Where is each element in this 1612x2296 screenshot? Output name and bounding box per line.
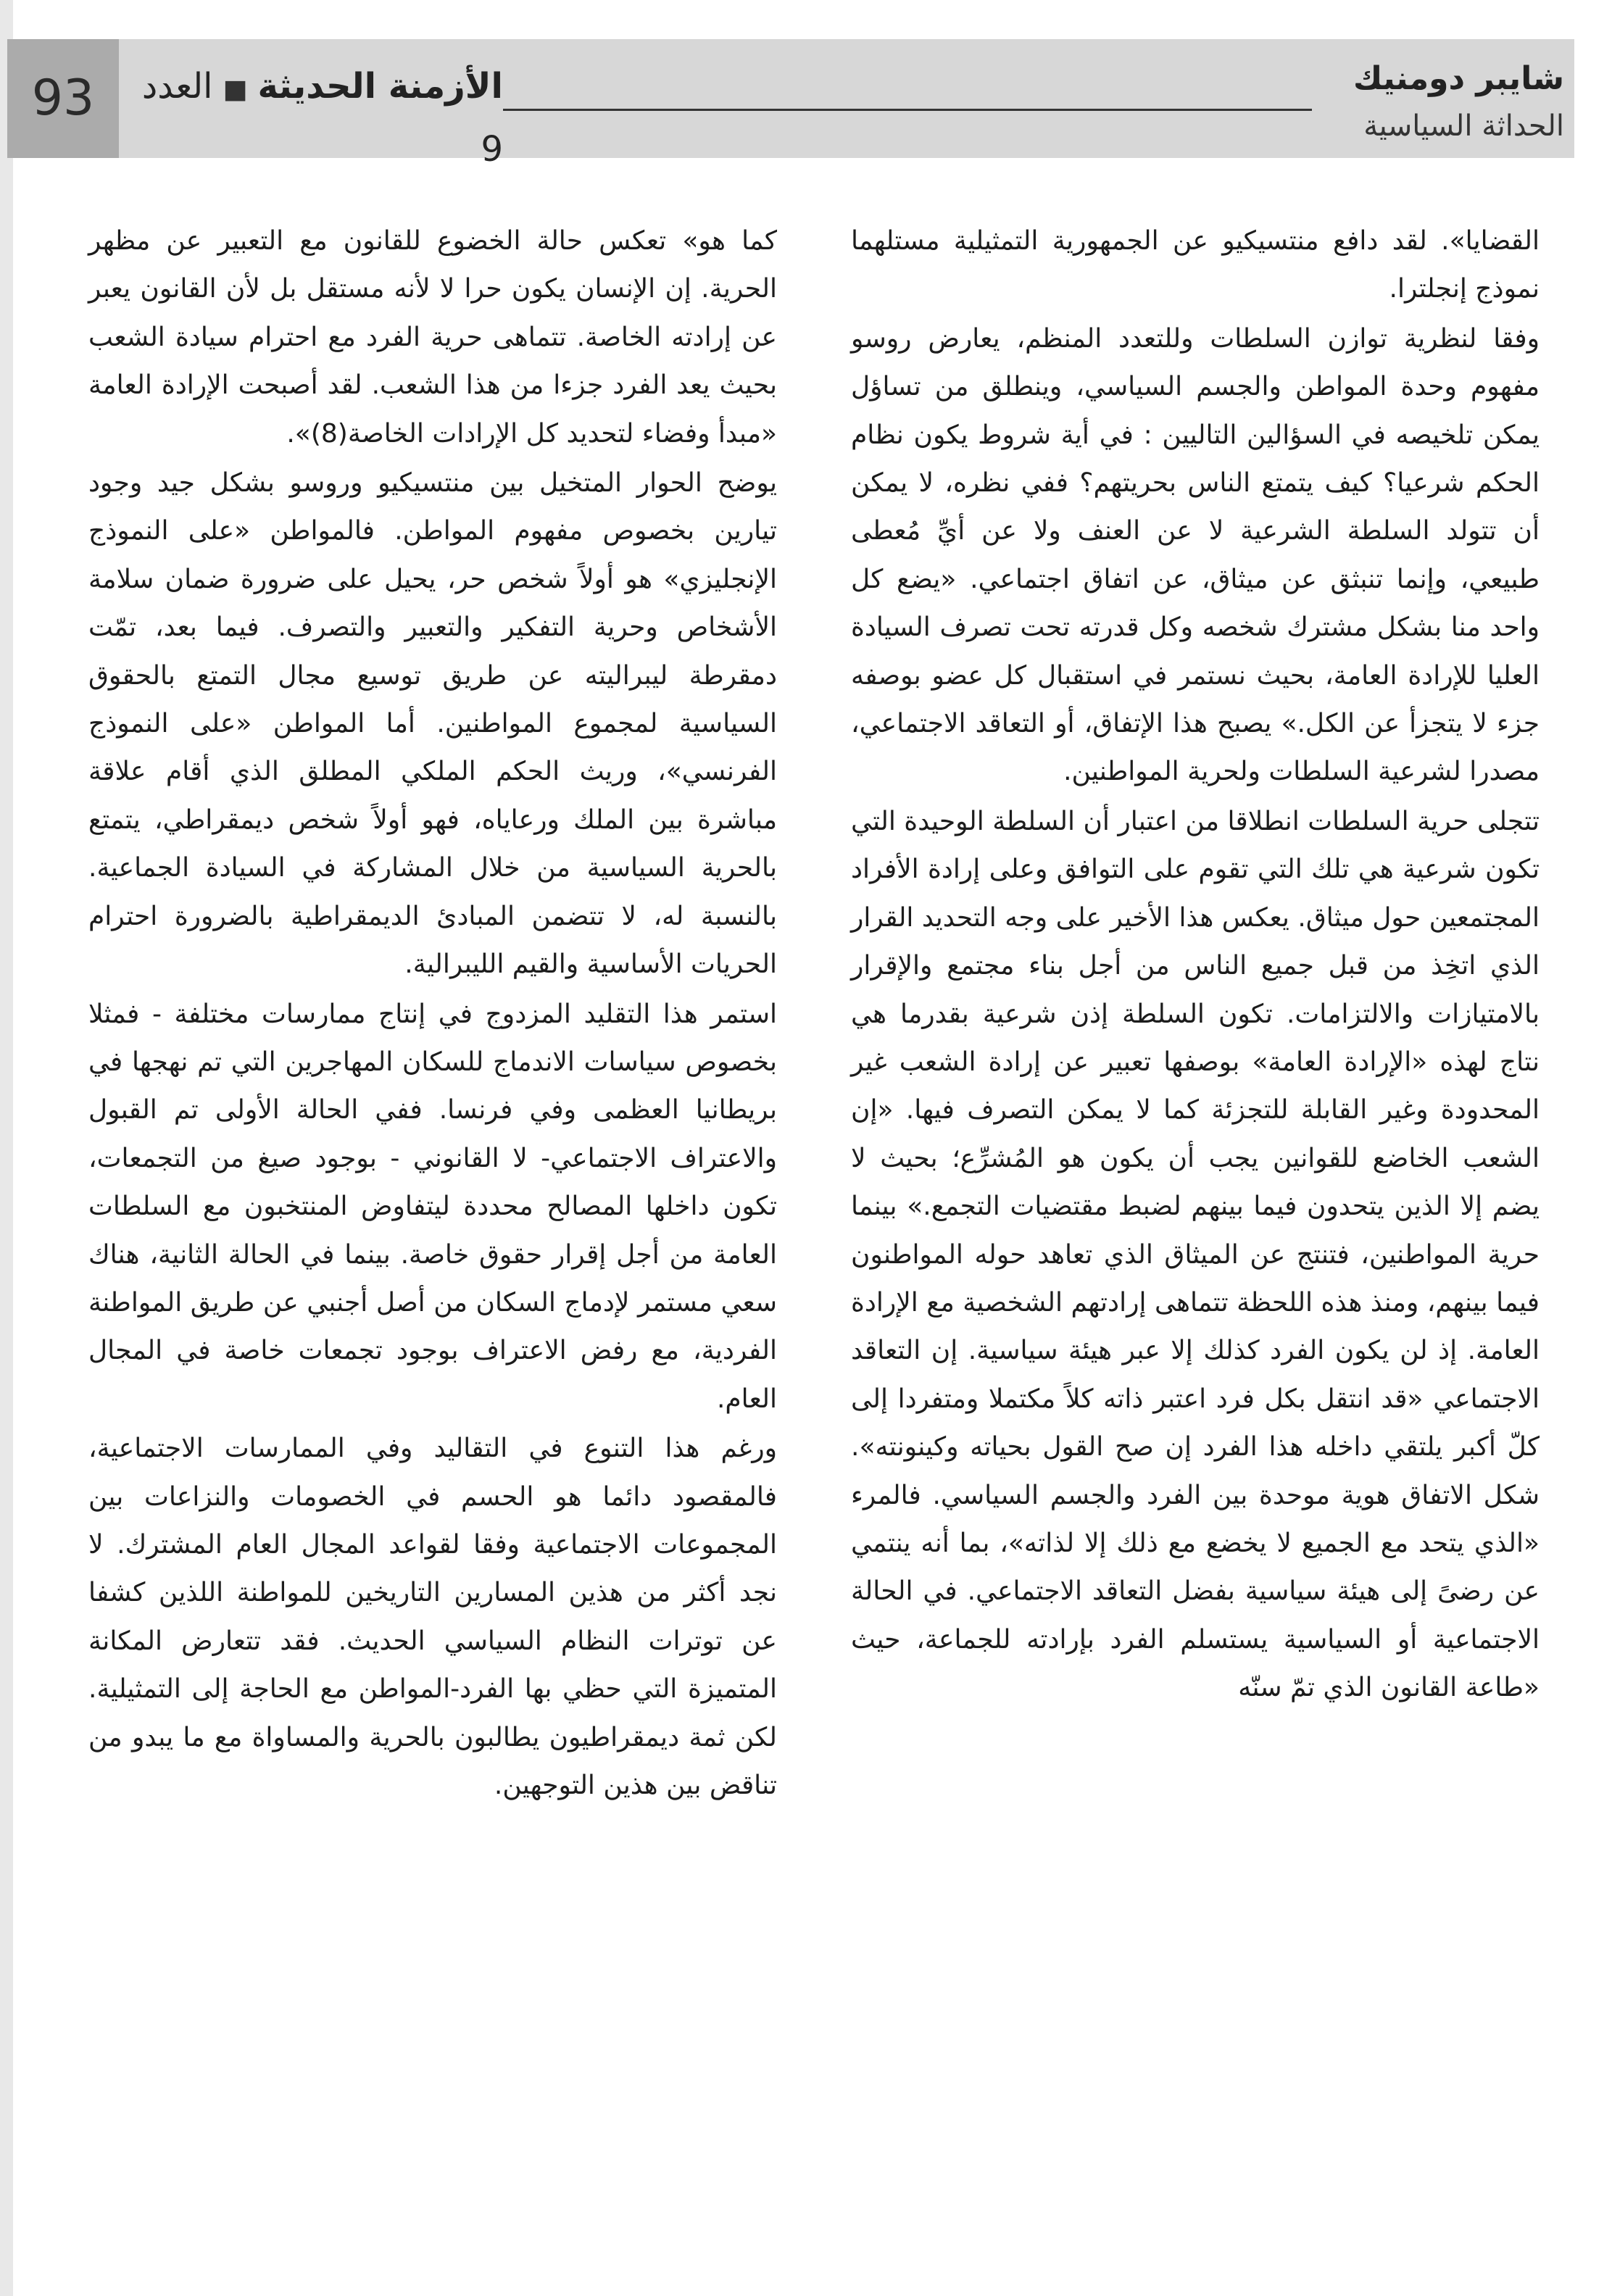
paragraph: كما هو» تعكس حالة الخضوع للقانون مع التعبير عن مظهر الحرية. إن الإنسان يكون حرا لا لأنه مستقل بل لأن القانون يعبر عن إرادته الخاصة. تتماهى حرية الفرد مع احترام سيادة الشعب بحيث يعد الفرد جزءا من هذا الشعب. لقد أصبحت الإرادة العامة «مبدأ وفضاء لتحديد كل الإرادات الخاصة(8)».	[88, 226, 777, 449]
paragraph: وفقا لنظرية توازن السلطات وللتعدد المنظم، يعارض روسو مفهوم وحدة المواطن والجسم السياسي، وينطلق من تساؤل يمكن تلخيصه في السؤالين التاليين : في أية شروط يكون نظام الحكم شرعيا؟ كيف يتمتع الناس بحريتهم؟ ففي نظره، لا يمكن أن تتولد السلطة الشرعية لا عن العنف ولا عن أيِّ مُعطى طبيعي، وإنما تنبثق عن ميثاق، عن اتفاق اجتماعي. «يضع كل واحد منا بشكل مشترك شخصه وكل قدرته تحت تصرف السيادة العليا للإرادة العامة، بحيث نستمر في استقبال كل عضو بوصفه جزء لا يتجزأ عن الكل.» يصبح هذا الإتفاق، أو التعاقد الاجتماعي، مصدرا لشرعية السلطات ولحرية المواطنين.	[851, 323, 1540, 787]
paragraph: ورغم هذا التنوع في التقاليد وفي الممارسات الاجتماعية، فالمقصود دائما هو الحسم في الخصومات والنزاعات بين المجموعات الاجتماعية وفقا لقواعد المجال العام المشترك. لا نجد أكثر من هذين المسارين التاريخين للمواطنة اللذين كشفا عن توترات النظام السياسي الحديث. فقد تتعارض المكانة المتميزة التي حظي بها الفرد-المواطن مع الحاجة إلى التمثيلية. لكن ثمة ديمقراطيون يطالبون بالحرية والمساواة مع ما يبدو من تناقض بين هذين التوجهين.	[88, 1434, 777, 1800]
paragraph: يوضح الحوار المتخيل بين منتسيكيو وروسو بشكل جيد وجود تيارين بخصوص مفهوم المواطن. فالمواطن «على النموذج الإنجليزي» هو أولاً شخص حر، يحيل على ضرورة ضمان سلامة الأشخاص وحرية التفكير والتعبير والتصرف. فيما بعد، تمّت دمقرطة ليبراليته عن طريق توسيع مجال التمتع بالحقوق السياسية لمجموع المواطنين. أما المواطن «على النموذج الفرنسي»، وريث الحكم الملكي المطلق الذي أقام علاقة مباشرة بين الملك ورعاياه، فهو أولاً شخص ديمقراطي، يتمتع بالحرية السياسية من خلال المشاركة في السيادة الجماعية. بالنسبة له، لا تتضمن المبادئ الديمقراطية بالضرورة احترام الحريات الأساسية والقيم الليبرالية.	[88, 468, 777, 980]
journal-info	[126, 57, 503, 170]
issue-label: العدد 9	[141, 66, 503, 170]
paragraph: القضايا». لقد دافع منتسيكيو عن الجمهورية التمثيلية مستلهما نموذج إنجلترا.	[851, 226, 1540, 304]
journal-title: الأزمنة الحديثة	[257, 66, 503, 107]
left-text-column	[88, 217, 777, 2189]
author-name: شايبر دومنيك	[1353, 60, 1564, 97]
paragraph: استمر هذا التقليد المزدوج في إنتاج ممارسات مختلفة - فمثلا بخصوص سياسات الاندماج للسكان المهاجرين التي تم نهجها في بريطانيا العظمى وفي فرنسا. ففي الحالة الأولى تم القبول والاعتراف الاجتماعي- لا القانوني - بوجود صيغ من التجمعات، تكون داخلها المصالح محددة ليتفاوض المنتخبون مع السلطات العامة من أجل إقرار حقوق خاصة. بينما في الحالة الثانية، هناك سعي مستمر لإدماج السكان من أصل أجنبي عن طريق المواطنة الفردية، مع رفض الاعتراف بوجود تجمعات خاصة في المجال العام.	[88, 999, 777, 1414]
page-number: 93	[7, 39, 119, 158]
section-title: الحداثة السياسية	[1363, 109, 1564, 143]
paragraph: تتجلى حرية السلطات انطلاقا من اعتبار أن السلطة الوحيدة التي تكون شرعية هي تلك التي تقوم على التوافق وعلى إرادة الأفراد المجتمعين حول ميثاق. يعكس هذا الأخير على وجه التحديد القرار الذي اتخِذ من قبل جميع الناس من أجل بناء مجتمع والإقرار بالامتيازات والالتزامات. تكون السلطة إذن شرعية بقدرما هي نتاج لهذه «الإرادة العامة» بوصفها تعبير عن إرادة الشعب غير المحدودة وغير القابلة للتجزئة كما لا يمكن التصرف فيها. «إن الشعب الخاضع للقوانين يجب أن يكون هو المُشرِّع؛ بحيث لا يضم إلا الذين يتحدون فيما بينهم لضبط مقتضيات التجمع.» بينما حرية المواطنين، فتنتج عن الميثاق الذي تعاهد حوله المواطنون فيما بينهم، ومنذ هذه اللحظة تتماهى إرادتهم الشخصية مع الإرادة العامة. إذ لن يكون الفرد كذلك إلا عبر هيئة سياسية. إن التعاقد الاجتماعي «قد انتقل بكل فرد اعتبر ذاته كلاً مكتملا ومتفردا إلى كلّ أكبر يلتقي داخله هذا الفرد إن صح القول بحياته وكينونته». شكل الاتفاق هوية موحدة بين الفرد والجسم السياسي. فالمرء «الذي يتحد مع الجميع لا يخضع مع ذلك إلا لذاته»، بما أنه ينتمي عن رضىً إلى هيئة سياسية بفضل التعاقد الاجتماعي. في الحالة الاجتماعية أو السياسية يستسلم الفرد بإرادته للجماعة، حيث «طاعة القانون الذي تمّ سنّه	[851, 806, 1540, 1703]
right-text-column	[851, 217, 1540, 2189]
header-rule	[503, 109, 1312, 111]
scan-edge	[0, 0, 13, 2296]
page-header	[0, 10, 1612, 170]
separator-square-icon: ■	[223, 75, 248, 104]
